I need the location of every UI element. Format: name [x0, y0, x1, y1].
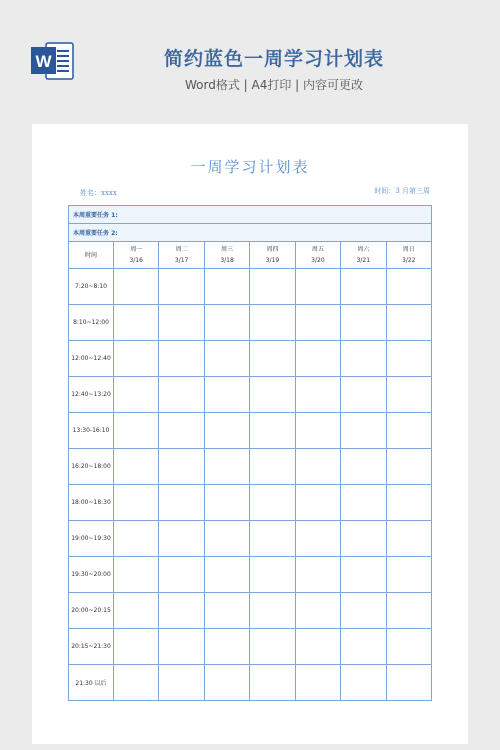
plan-cell[interactable]	[295, 557, 340, 593]
time-slot-label: 12:00~12:40	[69, 341, 114, 377]
time-slot-label: 13:30-16:10	[69, 413, 114, 449]
plan-cell[interactable]	[295, 377, 340, 413]
table-row	[69, 629, 432, 665]
plan-cell[interactable]	[159, 377, 204, 413]
plan-cell[interactable]	[204, 557, 249, 593]
plan-cell[interactable]	[159, 557, 204, 593]
table-row	[69, 413, 432, 449]
plan-cell[interactable]	[159, 341, 204, 377]
plan-cell[interactable]	[295, 485, 340, 521]
table-row	[69, 593, 432, 629]
plan-cell[interactable]	[250, 557, 295, 593]
document-title: 一周学习计划表	[190, 158, 310, 176]
time-slot-label: 18:00~18:30	[69, 485, 114, 521]
plan-cell[interactable]	[114, 629, 159, 665]
plan-cell[interactable]	[341, 305, 386, 341]
day-name: 周四	[266, 246, 279, 253]
plan-cell[interactable]	[159, 449, 204, 485]
plan-cell[interactable]	[114, 377, 159, 413]
plan-cell[interactable]	[204, 665, 249, 701]
plan-cell[interactable]	[114, 413, 159, 449]
plan-cell[interactable]	[159, 521, 204, 557]
plan-cell[interactable]	[204, 341, 249, 377]
plan-cell[interactable]	[386, 269, 431, 305]
plan-cell[interactable]	[295, 269, 340, 305]
plan-cell[interactable]	[250, 377, 295, 413]
plan-cell[interactable]	[204, 521, 249, 557]
day-header	[295, 242, 340, 269]
day-header	[386, 242, 431, 269]
task-row	[69, 206, 432, 224]
plan-cell[interactable]	[386, 557, 431, 593]
plan-cell[interactable]	[341, 557, 386, 593]
table-row	[69, 449, 432, 485]
plan-cell[interactable]	[159, 413, 204, 449]
day-date: 3/18	[220, 257, 234, 264]
plan-cell[interactable]	[341, 521, 386, 557]
plan-cell[interactable]	[159, 485, 204, 521]
day-date: 3/16	[129, 257, 143, 264]
plan-cell[interactable]	[341, 377, 386, 413]
plan-cell[interactable]	[114, 665, 159, 701]
plan-cell[interactable]	[204, 593, 249, 629]
plan-cell[interactable]	[341, 593, 386, 629]
table-row	[69, 521, 432, 557]
plan-cell[interactable]	[341, 413, 386, 449]
plan-cell[interactable]	[159, 629, 204, 665]
table-row	[69, 665, 432, 701]
weekly-plan-table	[68, 205, 432, 701]
plan-cell[interactable]	[204, 305, 249, 341]
day-header	[159, 242, 204, 269]
time-slot-label: 20:00~20:15	[69, 593, 114, 629]
banner-subtitle: Word格式 | A4打印 | 内容可更改	[184, 78, 364, 92]
plan-cell[interactable]	[204, 629, 249, 665]
plan-cell[interactable]	[250, 629, 295, 665]
plan-cell[interactable]	[341, 485, 386, 521]
day-date: 3/21	[356, 257, 371, 264]
plan-cell[interactable]	[386, 521, 431, 557]
day-header	[341, 242, 386, 269]
word-logo-letter: W	[35, 52, 52, 71]
time-slot-label: 16:20~18:00	[69, 449, 114, 485]
plan-cell[interactable]	[341, 449, 386, 485]
plan-cell[interactable]	[114, 521, 159, 557]
plan-cell[interactable]	[341, 341, 386, 377]
day-date: 3/20	[311, 257, 325, 264]
plan-cell[interactable]	[250, 521, 295, 557]
plan-cell[interactable]	[114, 557, 159, 593]
plan-cell[interactable]	[159, 305, 204, 341]
plan-cell[interactable]	[386, 665, 431, 701]
time-field: 时间：3 月第三周	[374, 187, 430, 195]
plan-cell[interactable]	[386, 341, 431, 377]
plan-cell[interactable]	[386, 593, 431, 629]
plan-cell[interactable]	[386, 377, 431, 413]
plan-cell[interactable]	[250, 449, 295, 485]
plan-cell[interactable]	[204, 269, 249, 305]
plan-cell[interactable]	[159, 665, 204, 701]
plan-cell[interactable]	[295, 665, 340, 701]
plan-cell[interactable]	[295, 341, 340, 377]
plan-cell[interactable]	[295, 593, 340, 629]
plan-cell[interactable]	[114, 305, 159, 341]
plan-cell[interactable]	[159, 269, 204, 305]
plan-cell[interactable]	[295, 305, 340, 341]
time-slot-label: 19:00~19:30	[69, 521, 114, 557]
plan-cell[interactable]	[250, 305, 295, 341]
plan-cell[interactable]	[114, 485, 159, 521]
plan-cell[interactable]	[250, 269, 295, 305]
table-row	[69, 341, 432, 377]
table-row	[69, 485, 432, 521]
time-slot-label: 19:30~20:00	[69, 557, 114, 593]
plan-cell[interactable]	[250, 593, 295, 629]
day-header	[204, 242, 249, 269]
plan-cell[interactable]	[341, 665, 386, 701]
time-slot-label: 20:15~21:30	[69, 629, 114, 665]
plan-cell[interactable]	[341, 269, 386, 305]
day-date: 3/22	[402, 257, 416, 264]
plan-cell[interactable]	[204, 413, 249, 449]
time-slot-label: 21:30 以后	[69, 665, 114, 701]
plan-cell[interactable]	[204, 485, 249, 521]
plan-cell[interactable]	[204, 449, 249, 485]
day-name: 周一	[130, 246, 143, 253]
plan-cell[interactable]	[295, 521, 340, 557]
name-field: 姓名：xxxx	[80, 189, 117, 197]
day-header	[250, 242, 295, 269]
plan-cell[interactable]	[114, 341, 159, 377]
day-name: 周六	[357, 246, 370, 253]
plan-cell[interactable]	[204, 377, 249, 413]
time-slot-label: 12:40~13:20	[69, 377, 114, 413]
plan-cell[interactable]	[295, 629, 340, 665]
table-row	[69, 269, 432, 305]
document-page	[32, 124, 468, 744]
banner	[0, 0, 500, 120]
day-name: 周三	[221, 246, 234, 253]
plan-cell[interactable]	[386, 413, 431, 449]
day-name: 周五	[311, 246, 324, 253]
plan-cell[interactable]	[250, 485, 295, 521]
plan-cell[interactable]	[386, 449, 431, 485]
plan-cell[interactable]	[341, 629, 386, 665]
task-1-label: 本周重要任务 1:	[69, 206, 432, 224]
time-slot-label: 8:10~12:00	[69, 305, 114, 341]
time-slot-label: 7:20~8:10	[69, 269, 114, 305]
table-header-row	[69, 242, 432, 269]
day-name: 周二	[175, 246, 188, 253]
plan-cell[interactable]	[386, 629, 431, 665]
plan-cell[interactable]	[114, 449, 159, 485]
plan-cell[interactable]	[250, 413, 295, 449]
day-date: 3/19	[265, 257, 280, 264]
table-row	[69, 305, 432, 341]
table-row	[69, 557, 432, 593]
plan-cell[interactable]	[250, 665, 295, 701]
day-name: 周日	[402, 246, 415, 253]
plan-cell[interactable]	[295, 449, 340, 485]
plan-cell[interactable]	[386, 485, 431, 521]
plan-cell[interactable]	[159, 593, 204, 629]
task-2-label: 本周重要任务 2:	[69, 224, 432, 242]
plan-cell[interactable]	[386, 305, 431, 341]
day-header	[114, 242, 159, 269]
banner-title: 简约蓝色一周学习计划表	[163, 48, 384, 70]
day-date: 3/17	[174, 257, 189, 264]
table-row	[69, 377, 432, 413]
plan-cell[interactable]	[295, 413, 340, 449]
plan-cell[interactable]	[114, 593, 159, 629]
task-row	[69, 224, 432, 242]
plan-cell[interactable]	[250, 341, 295, 377]
plan-cell[interactable]	[114, 269, 159, 305]
time-header: 时间	[69, 242, 114, 269]
